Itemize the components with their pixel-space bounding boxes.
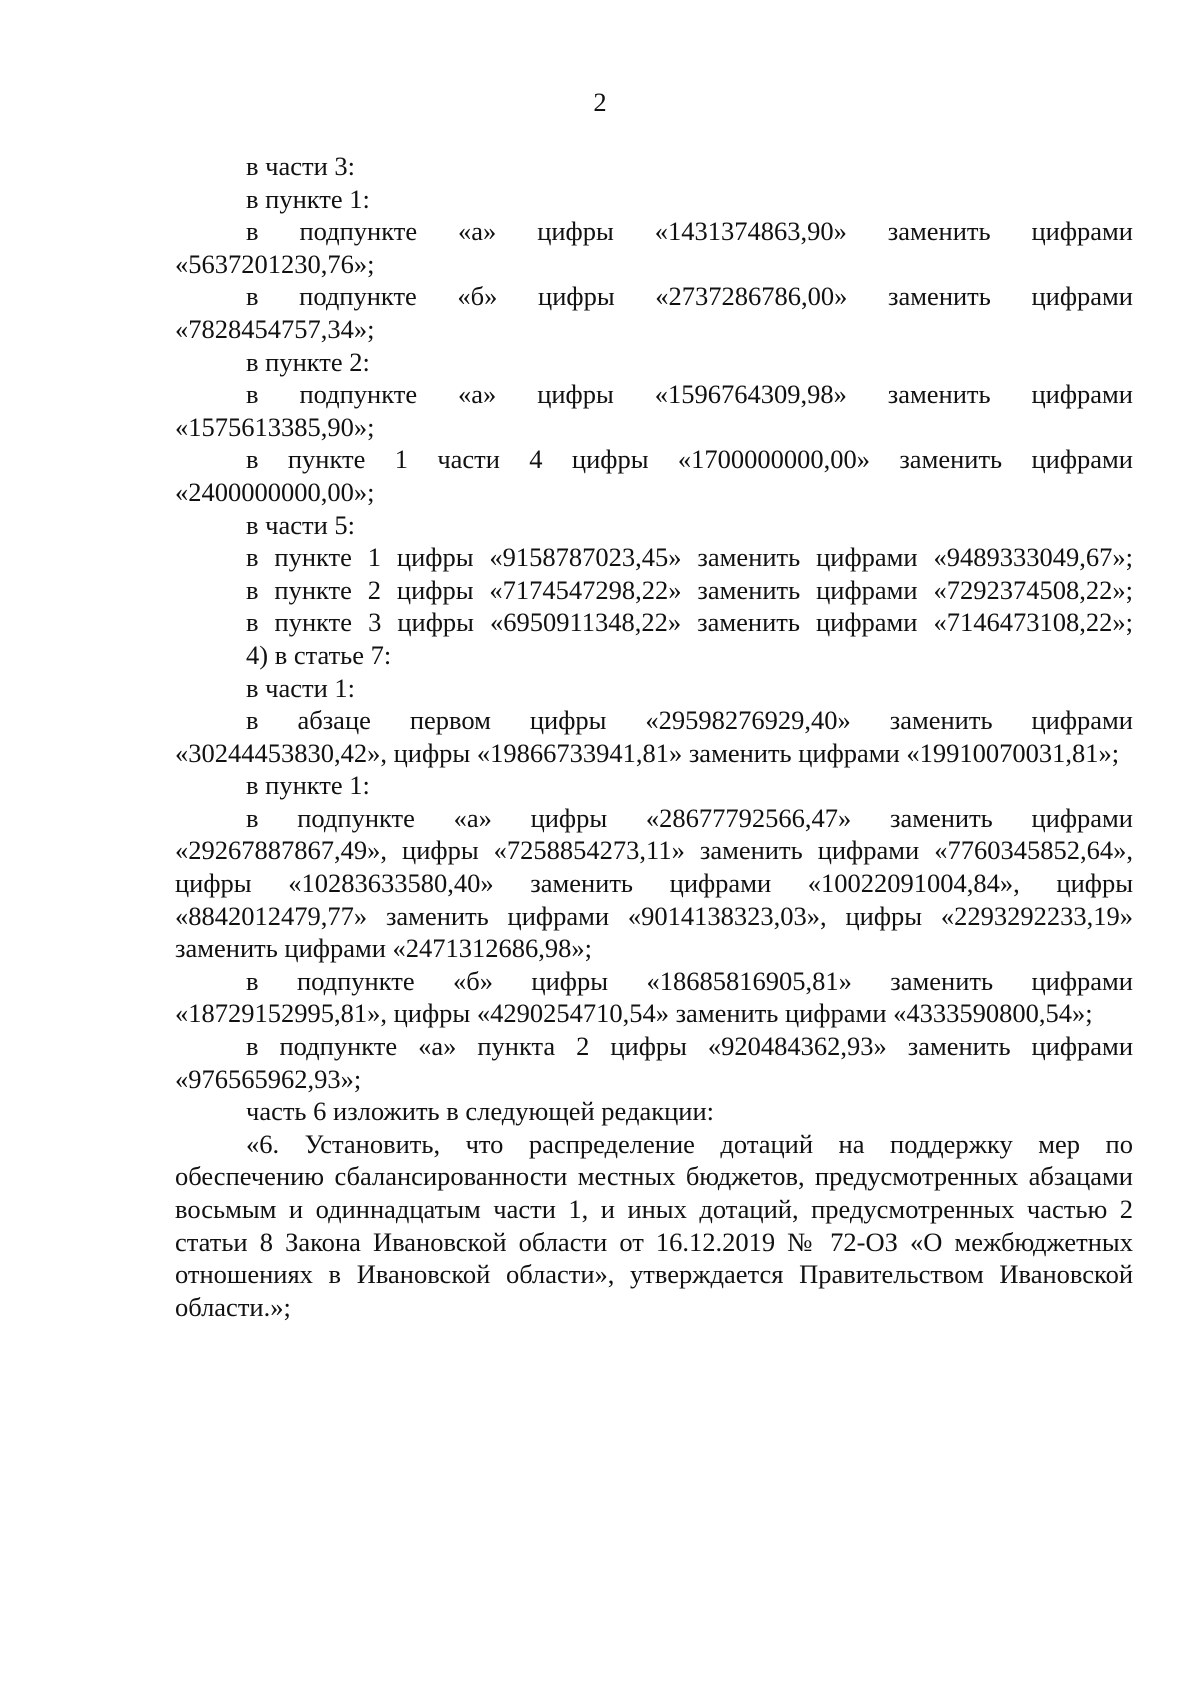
paragraph-item-2-subitem-a-short-amendment: в подпункте «а» пункта 2 цифры «920484362,93» заменить цифрами «976565962,93»;: [175, 1031, 1133, 1094]
paragraph-part-5-item-1-amendment: в пункте 1 цифры «9158787023,45» заменить цифрами «9489333049,67»;: [246, 542, 1133, 573]
paragraph-article-7-subitem-b-amendment: в подпункте «б» цифры «18685816905,81» заменить цифрами «18729152995,81», цифры «4290254710,54» заменить цифрами «4333590800,54»;: [175, 965, 1133, 1029]
paragraph-part-6-new-wording: «6. Установить, что распределение дотаций на поддержку мер по обеспечению сбалансированности местных бюджетов, предусмотренных абзацами восьмым и одиннадцатым части 1, и иных дотаций, предусмотренных частью 2 статьи 8 Закона Ивановской области от 16.12.2019 № 72-ОЗ «О межбюджетных отношениях в Ивановской области», утверждается Правительством Ивановской области.»;: [175, 1128, 1133, 1322]
paragraph-item-2-subitem-a-amendment: в подпункте «а» цифры «1596764309,98» заменить цифрами «1575613385,90»;: [175, 379, 1133, 442]
paragraph-part-4-amendment: в пункте 1 части 4 цифры «1700000000,00» заменить цифрами «2400000000,00»;: [175, 444, 1133, 507]
paragraph-subitem-b-amendment: в подпункте «б» цифры «2737286786,00» заменить цифрами «7828454757,34»;: [175, 281, 1133, 344]
paragraph-item-2-heading: в пункте 2:: [246, 346, 370, 377]
paragraph-subitem-a-amendment: в подпункте «а» цифры «1431374863,90» заменить цифрами «5637201230,76»;: [175, 216, 1133, 279]
document-body: [175, 150, 1133, 1323]
paragraph-article-7-heading: 4) в статье 7:: [246, 639, 392, 670]
paragraph-part-5-item-2-amendment: в пункте 2 цифры «7174547298,22» заменить цифрами «7292374508,22»;: [246, 574, 1133, 605]
paragraph-part-5-heading: в части 5:: [246, 509, 355, 540]
paragraph-part-5-item-3-amendment: в пункте 3 цифры «6950911348,22» заменить цифрами «7146473108,22»;: [246, 607, 1133, 638]
page-number: 2: [593, 87, 607, 117]
paragraph-article-7-item-1-heading: в пункте 1:: [246, 770, 370, 801]
paragraph-first-abzats-amendment: в абзаце первом цифры «29598276929,40» заменить цифрами «30244453830,42», цифры «19866733941,81» заменить цифрами «19910070031,81»;: [175, 705, 1133, 768]
paragraph-part-3-heading: в части 3:: [246, 151, 355, 181]
paragraph-part-6-instruction: часть 6 изложить в следующей редакции:: [246, 1096, 714, 1127]
paragraph-article-7-subitem-a-amendment: в подпункте «а» цифры «28677792566,47» заменить цифрами «29267887867,49», цифры «7258854273,11» заменить цифрами «7760345852,64», цифры «10283633580,40» заменить цифрами «10022091004,84», цифры «8842012479,77» заменить цифрами «9014138323,03», цифры «2293292233,19» заменить цифрами «2471312686,98»;: [175, 802, 1133, 964]
paragraph-article-7-part-1-heading: в части 1:: [246, 672, 355, 703]
paragraph-item-1-heading: в пункте 1:: [246, 183, 370, 214]
